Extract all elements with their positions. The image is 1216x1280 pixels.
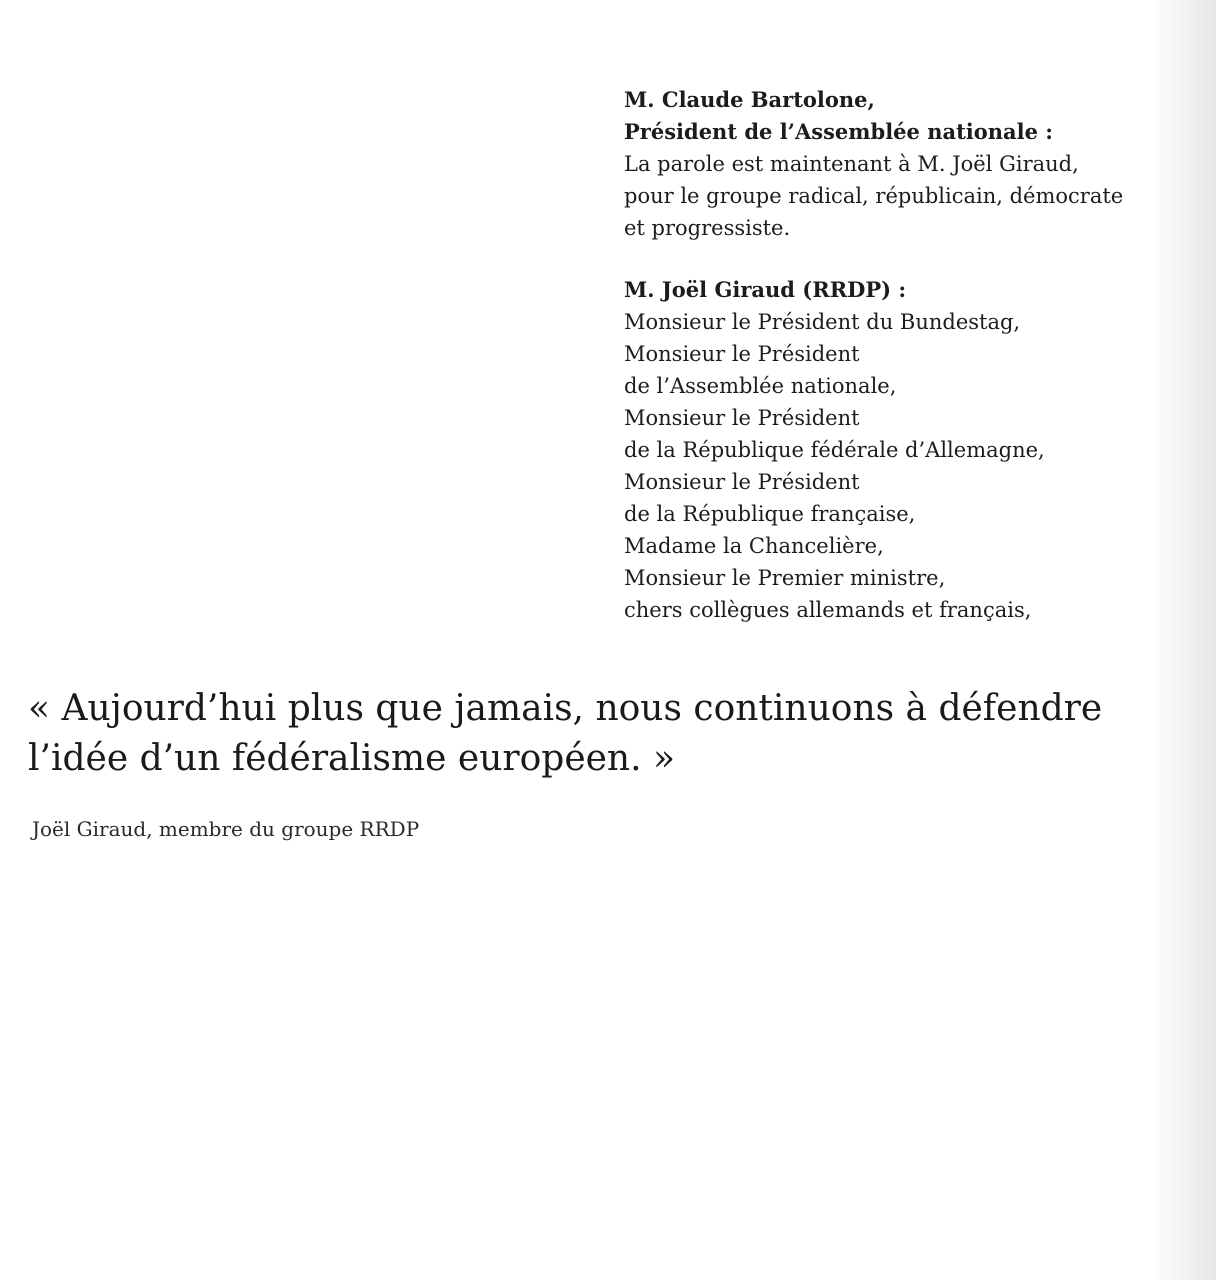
speech-transcript xyxy=(624,84,1199,626)
speech-line: Monsieur le Président xyxy=(624,342,860,366)
speaker-name-giraud: M. Joël Giraud (RRDP) : xyxy=(624,277,907,302)
speech-line: La parole est maintenant à M. Joël Giraud, xyxy=(624,152,1079,176)
speech-line: et progressiste. xyxy=(624,216,791,240)
speech-line: de la République fédérale d’Allemagne, xyxy=(624,438,1045,462)
speech-line: Monsieur le Président du Bundestag, xyxy=(624,310,1021,334)
speech-line: Monsieur le Président xyxy=(624,406,860,430)
speech-line: pour le groupe radical, républicain, démocrate xyxy=(624,184,1124,208)
speech-line: Monsieur le Président xyxy=(624,470,860,494)
speaker-role-president: Président de l’Assemblée nationale : xyxy=(624,119,1054,144)
pull-quote-line: l’idée d’un fédéralisme européen. » xyxy=(28,738,676,779)
speech-line: de l’Assemblée nationale, xyxy=(624,374,897,398)
speech-line: chers collègues allemands et français, xyxy=(624,598,1032,622)
speaker-name-president: M. Claude Bartolone, xyxy=(624,87,875,112)
paragraph-gap xyxy=(624,244,1199,274)
speech-line: Madame la Chancelière, xyxy=(624,534,884,558)
quote-attribution: Joël Giraud, membre du groupe RRDP xyxy=(32,817,420,841)
pull-quote-line: « Aujourd’hui plus que jamais, nous continuons à défendre xyxy=(28,688,1103,729)
pull-quote xyxy=(28,684,1198,784)
speech-line: de la République française, xyxy=(624,502,916,526)
speech-line: Monsieur le Premier ministre, xyxy=(624,566,946,590)
